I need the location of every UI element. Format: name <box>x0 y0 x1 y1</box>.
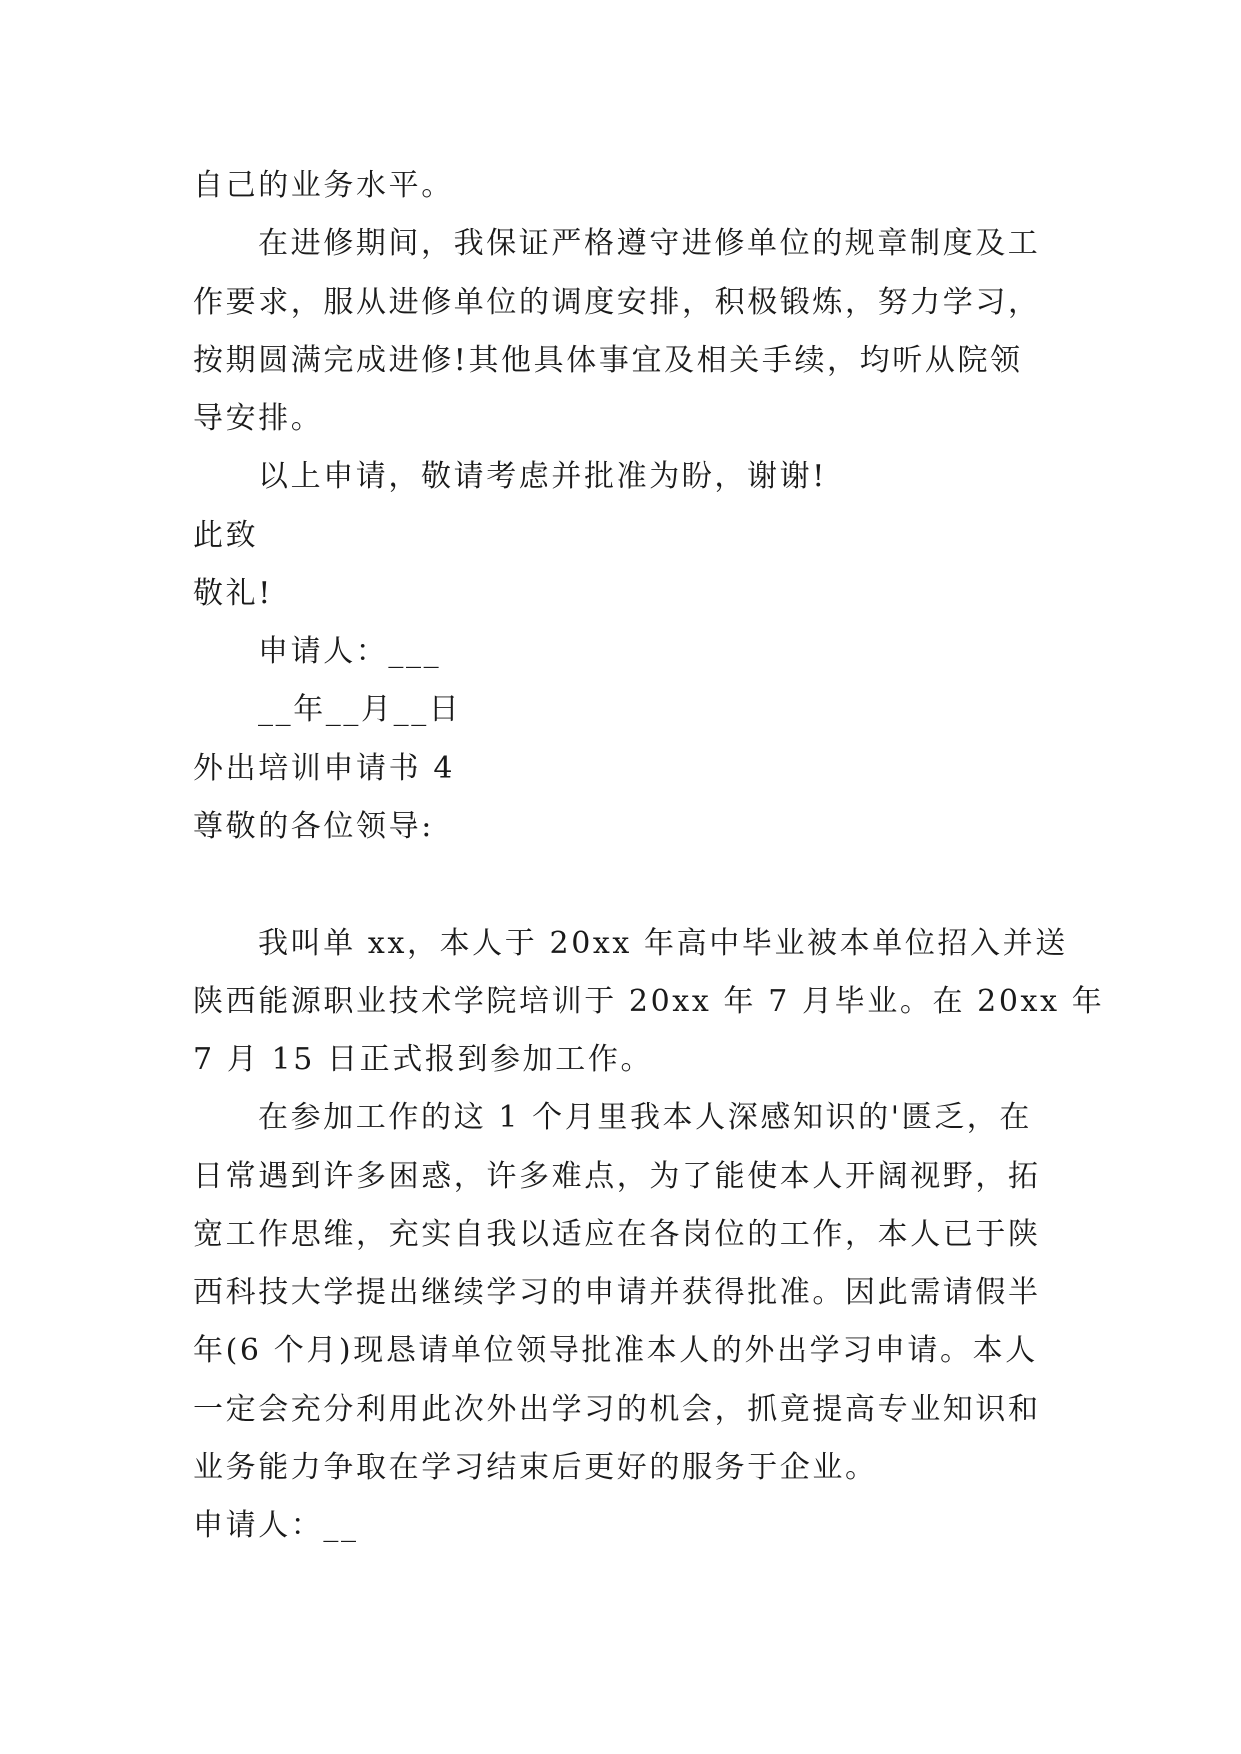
paragraph-line: 年(6 个月)现恳请单位领导批准本人的外出学习申请。本人 <box>193 1333 1038 1368</box>
paragraph-line: 自己的业务水平。 <box>193 168 454 203</box>
salutation-line: 敬礼! <box>193 576 273 611</box>
paragraph-line: 宽工作思维，充实自我以适应在各岗位的工作，本人已于陕 <box>193 1217 1041 1252</box>
paragraph-line: 作要求，服从进修单位的调度安排，积极锻炼，努力学习， <box>193 285 1041 320</box>
applicant-signature-line: 申请人：___ <box>258 634 442 669</box>
paragraph-line: 我叫单 xx，本人于 20xx 年高中毕业被本单位招入并送 <box>258 926 1068 961</box>
date-line: __年__月__日 <box>258 692 462 727</box>
paragraph-line: 日常遇到许多困惑，许多难点，为了能使本人开阔视野，拓 <box>193 1159 1041 1194</box>
paragraph-line: 按期圆满完成进修!其他具体事宜及相关手续，均听从院领 <box>193 343 1023 378</box>
paragraph-line: 在进修期间，我保证严格遵守进修单位的规章制度及工 <box>258 226 1041 261</box>
paragraph-line: 西科技大学提出继续学习的申请并获得批准。因此需请假半 <box>193 1275 1041 1310</box>
paragraph-line: 导安排。 <box>193 401 324 436</box>
paragraph-line: 一定会充分利用此次外出学习的机会，抓竟提高专业知识和 <box>193 1392 1041 1427</box>
paragraph-line: 在参加工作的这 1 个月里我本人深感知识的'匮乏，在 <box>258 1100 1033 1135</box>
paragraph-line: 7 月 15 日正式报到参加工作。 <box>193 1042 654 1077</box>
greeting-line: 尊敬的各位领导: <box>193 809 434 844</box>
closing-request-line: 以上申请，敬请考虑并批准为盼，谢谢! <box>258 459 827 494</box>
salutation-line: 此致 <box>193 518 259 553</box>
applicant-signature-line: 申请人：__ <box>193 1508 359 1543</box>
paragraph-line: 陕西能源职业技术学院培训于 20xx 年 7 月毕业。在 20xx 年 <box>193 984 1105 1019</box>
section-title: 外出培训申请书 4 <box>193 751 456 786</box>
paragraph-line: 业务能力争取在学习结束后更好的服务于企业。 <box>193 1450 878 1485</box>
